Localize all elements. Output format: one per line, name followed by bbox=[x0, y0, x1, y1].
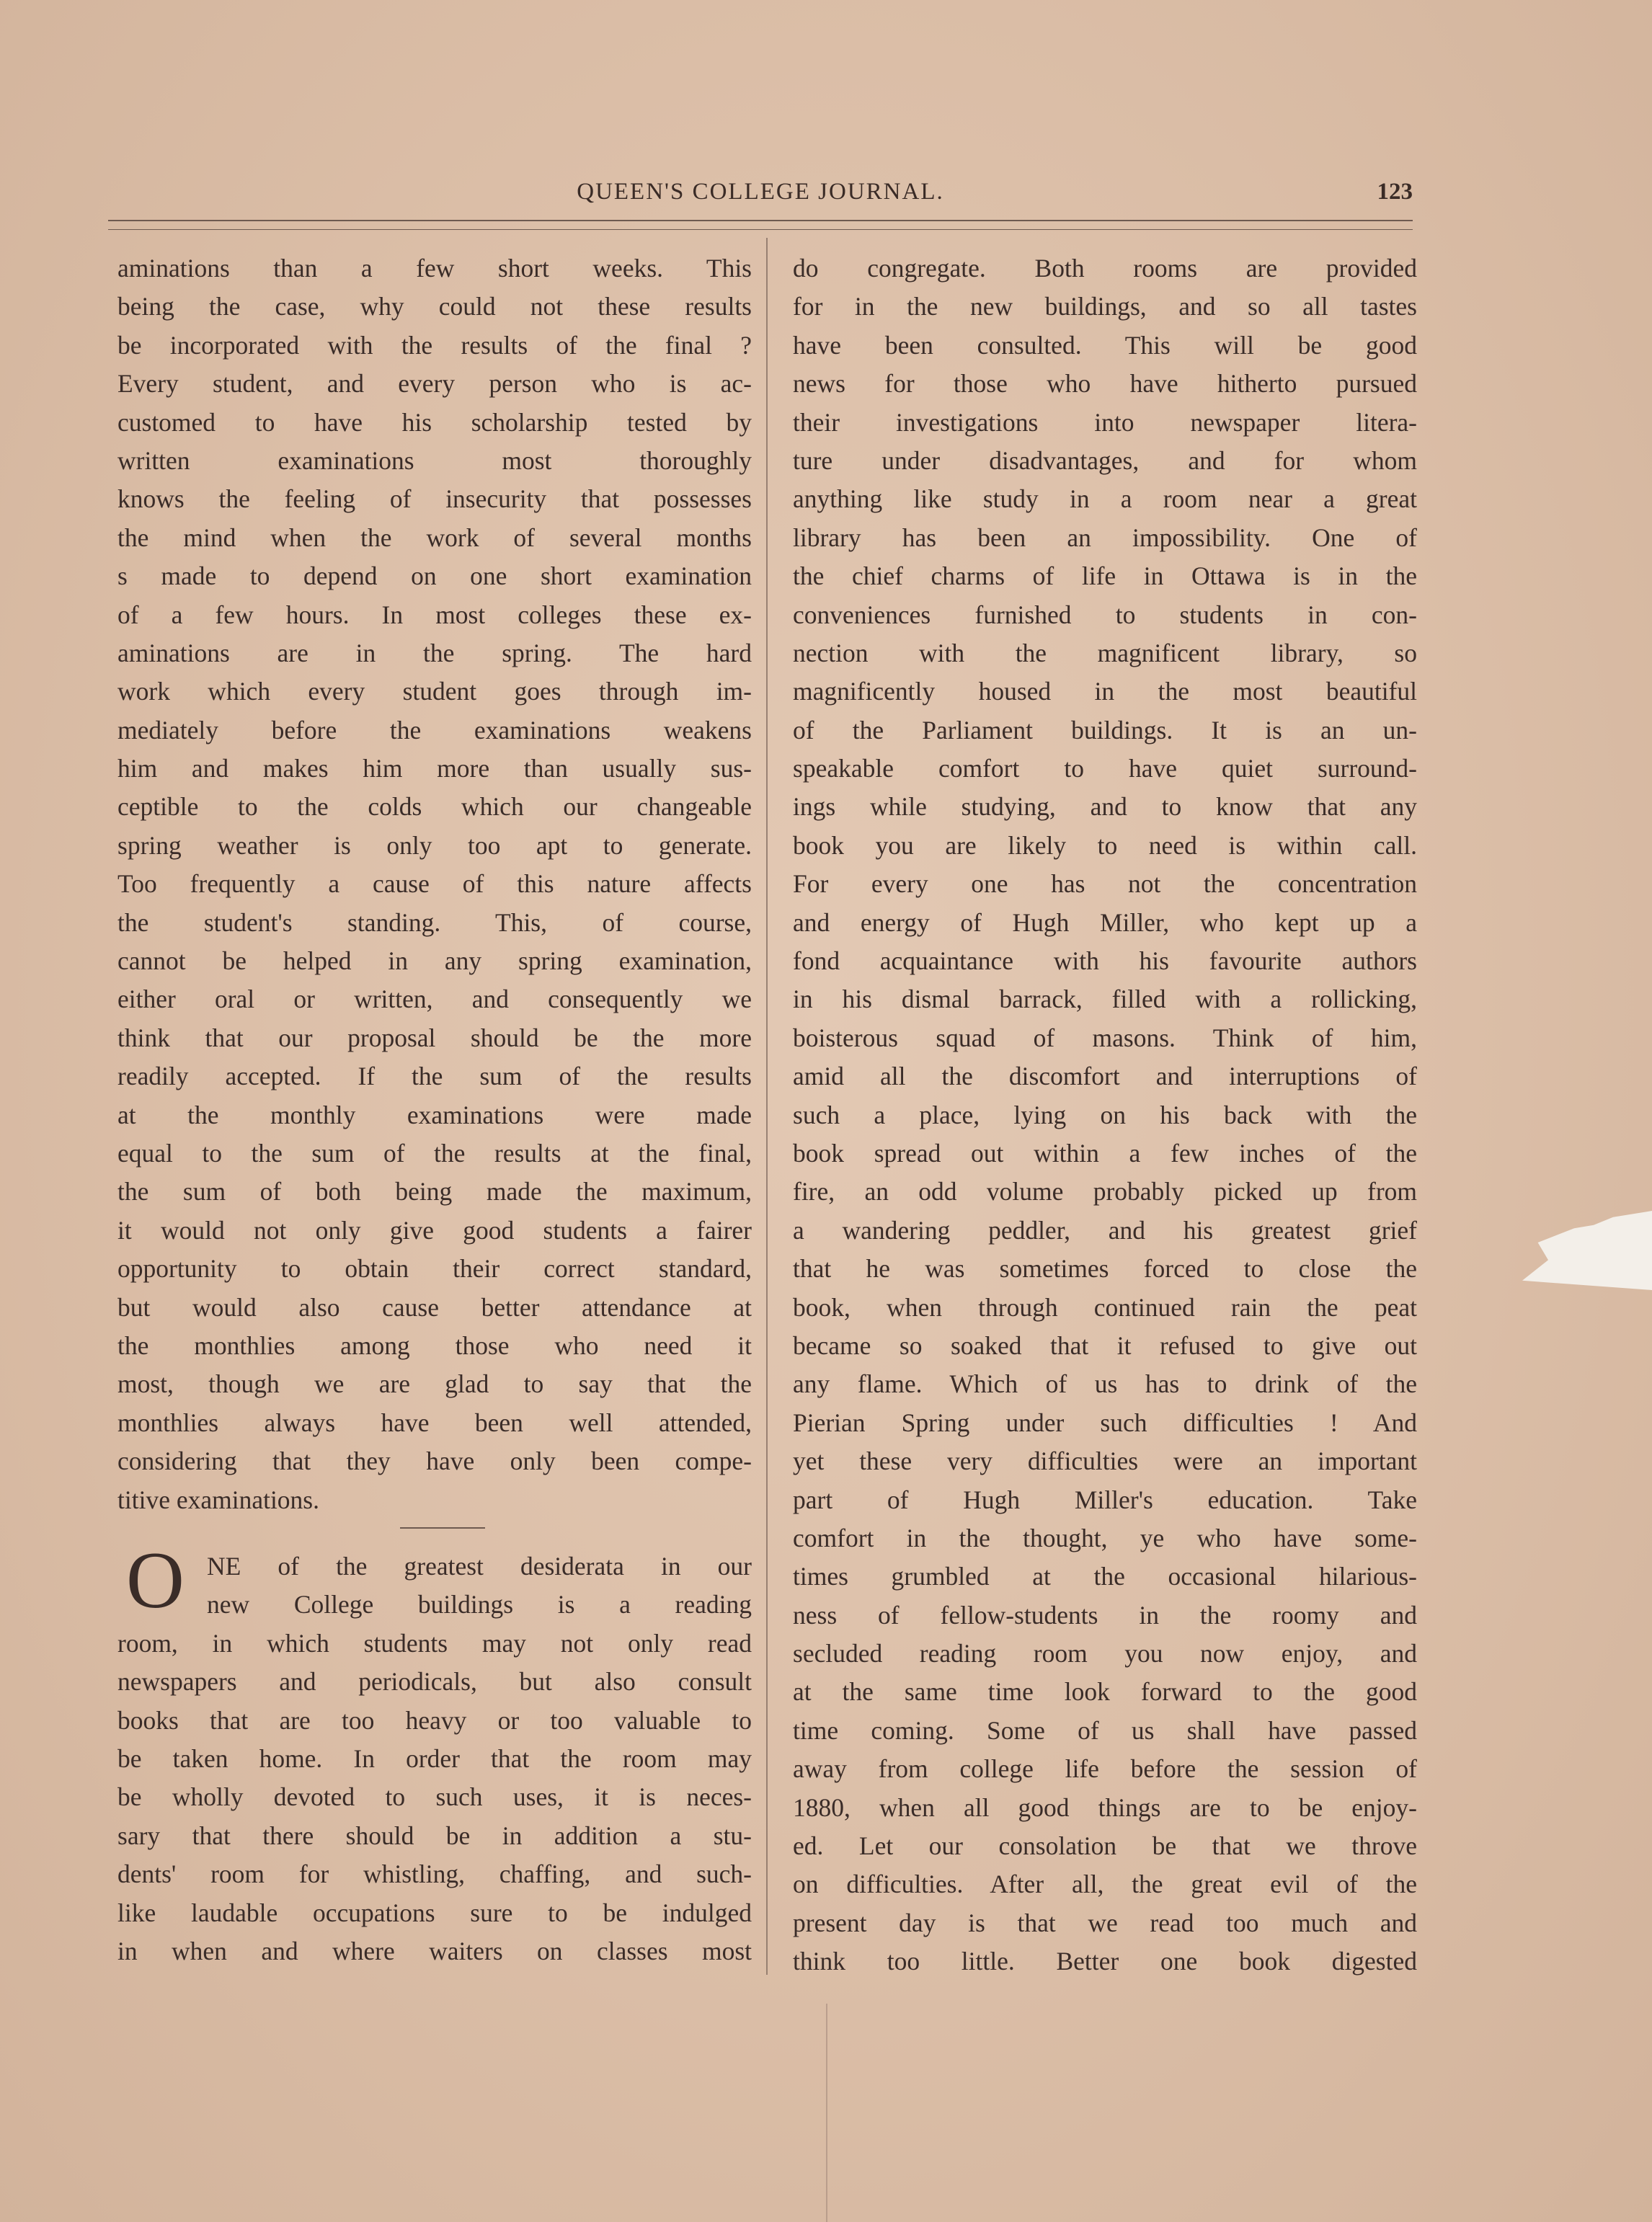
text-line: boisterous squad of masons. Think of him, bbox=[793, 1023, 1417, 1052]
text-line: written examinations most thoroughly bbox=[117, 445, 752, 475]
text-line: book you are likely to need is within call. bbox=[793, 830, 1417, 860]
text-line: 1880, when all good things are to be enjoy- bbox=[793, 1792, 1417, 1822]
text-line: comfort in the thought, ye who have some- bbox=[793, 1523, 1417, 1552]
text-line: work which every student goes through im- bbox=[117, 677, 752, 706]
text-line: ture under disadvantages, and for whom bbox=[793, 445, 1417, 475]
text-line: ed. Let our consolation be that we throve bbox=[793, 1831, 1417, 1861]
section-divider bbox=[400, 1527, 485, 1529]
text-line: think that our proposal should be the more bbox=[117, 1023, 752, 1052]
text-line: equal to the sum of the results at the final, bbox=[117, 1138, 752, 1168]
text-line: Pierian Spring under such difficulties ! And bbox=[793, 1408, 1417, 1437]
text-line: dents' room for whistling, chaffing, and such- bbox=[117, 1859, 752, 1889]
text-line: that he was sometimes forced to close the bbox=[793, 1254, 1417, 1284]
text-line: news for those who have hitherto pursued bbox=[793, 369, 1417, 399]
text-line: readily accepted. If the sum of the results bbox=[117, 1062, 752, 1091]
text-line: away from college life before the session of bbox=[793, 1754, 1417, 1784]
text-line: either oral or written, and consequently we bbox=[117, 985, 752, 1014]
text-line: magnificently housed in the most beautiful bbox=[793, 677, 1417, 706]
text-line: considering that they have only been compe- bbox=[117, 1446, 752, 1476]
running-title: QUEEN'S COLLEGE JOURNAL. bbox=[577, 179, 944, 205]
text-line: any flame. Which of us has to drink of the bbox=[793, 1369, 1417, 1399]
text-line: opportunity to obtain their correct standard, bbox=[117, 1254, 752, 1284]
text-line: titive examinations. bbox=[117, 1485, 319, 1514]
text-line: of the Parliament buildings. It is an un- bbox=[793, 715, 1417, 745]
drop-cap: O bbox=[126, 1536, 185, 1625]
text-line: speakable comfort to have quiet surround- bbox=[793, 754, 1417, 783]
text-line: yet these very difficulties were an important bbox=[793, 1446, 1417, 1476]
text-line: monthlies always have been well attended, bbox=[117, 1408, 752, 1437]
text-line: at the same time look forward to the good bbox=[793, 1677, 1417, 1707]
text-line: Too frequently a cause of this nature affects bbox=[117, 869, 752, 899]
text-line: be wholly devoted to such uses, it is neces- bbox=[117, 1782, 752, 1812]
text-line: newspapers and periodicals, but also consult bbox=[117, 1667, 752, 1697]
text-line: like laudable occupations sure to be indulged bbox=[117, 1898, 752, 1927]
text-line: conveniences furnished to students in con- bbox=[793, 600, 1417, 629]
text-line: it would not only give good students a fairer bbox=[117, 1215, 752, 1245]
text-line: being the case, why could not these results bbox=[117, 292, 752, 321]
text-line: such a place, lying on his back with the bbox=[793, 1100, 1417, 1129]
text-line: sary that there should be in addition a stu- bbox=[117, 1821, 752, 1850]
text-line: the chief charms of life in Ottawa is in the bbox=[793, 561, 1417, 591]
text-line: of a few hours. In most colleges these ex- bbox=[117, 600, 752, 629]
text-line: book, when through continued rain the peat bbox=[793, 1292, 1417, 1322]
text-line: ceptible to the colds which our changeable bbox=[117, 792, 752, 822]
text-line: room, in which students may not only read bbox=[117, 1628, 752, 1658]
text-line: ings while studying, and to know that any bbox=[793, 792, 1417, 822]
text-line: do congregate. Both rooms are provided bbox=[793, 254, 1417, 283]
paper-fold bbox=[826, 2004, 827, 2222]
column-divider bbox=[766, 238, 768, 1975]
text-line: aminations are in the spring. The hard bbox=[117, 638, 752, 667]
text-line: at the monthly examinations were made bbox=[117, 1100, 752, 1129]
text-line: mediately before the examinations weakens bbox=[117, 715, 752, 745]
text-line: anything like study in a room near a great bbox=[793, 484, 1417, 514]
text-line: times grumbled at the occasional hilarious- bbox=[793, 1562, 1417, 1591]
page-header bbox=[108, 179, 1413, 222]
text-line: the sum of both being made the maximum, bbox=[117, 1177, 752, 1206]
text-line: s made to depend on one short examination bbox=[117, 561, 752, 591]
text-line: books that are too heavy or too valuable to bbox=[117, 1705, 752, 1735]
text-line: in his dismal barrack, filled with a rollicking, bbox=[793, 985, 1417, 1014]
text-line: be incorporated with the results of the final ? bbox=[117, 330, 752, 360]
text-line: think too little. Better one book digested bbox=[793, 1947, 1417, 1976]
text-line: book spread out within a few inches of the bbox=[793, 1138, 1417, 1168]
text-line: for in the new buildings, and so all tastes bbox=[793, 292, 1417, 321]
text-line: knows the feeling of insecurity that possesses bbox=[117, 484, 752, 514]
text-line: but would also cause better attendance at bbox=[117, 1292, 752, 1322]
header-rule bbox=[108, 220, 1413, 221]
text-line: have been consulted. This will be good bbox=[793, 330, 1417, 360]
text-line: Every student, and every person who is ac- bbox=[117, 369, 752, 399]
page-number: 123 bbox=[1377, 179, 1413, 205]
text-line: amid all the discomfort and interruptions of bbox=[793, 1062, 1417, 1091]
right-column bbox=[793, 249, 1417, 1981]
text-line: became so soaked that it refused to give out bbox=[793, 1330, 1417, 1360]
text-line: For every one has not the concentration bbox=[793, 869, 1417, 899]
text-line: fond acquaintance with his favourite authors bbox=[793, 946, 1417, 976]
text-line: the student's standing. This, of course, bbox=[117, 907, 752, 937]
header-rule-thin bbox=[108, 229, 1413, 230]
text-line: him and makes him more than usually sus- bbox=[117, 754, 752, 783]
text-line: a wandering peddler, and his greatest grief bbox=[793, 1215, 1417, 1245]
left-column bbox=[117, 249, 752, 1519]
text-line: aminations than a few short weeks. This bbox=[117, 254, 752, 283]
text-line: spring weather is only too apt to generate. bbox=[117, 830, 752, 860]
text-line: their investigations into newspaper litera- bbox=[793, 407, 1417, 437]
text-line: on difficulties. After all, the great evil of the bbox=[793, 1870, 1417, 1899]
text-line: in when and where waiters on classes most bbox=[117, 1936, 752, 1965]
article-second-line: new College buildings is a reading bbox=[207, 1590, 752, 1619]
text-line: be taken home. In order that the room may bbox=[117, 1743, 752, 1773]
text-line: the monthlies among those who need it bbox=[117, 1330, 752, 1360]
text-line: the mind when the work of several months bbox=[117, 523, 752, 552]
text-line: present day is that we read too much and bbox=[793, 1908, 1417, 1937]
text-line: most, though we are glad to say that the bbox=[117, 1369, 752, 1399]
text-line: and energy of Hugh Miller, who kept up a bbox=[793, 907, 1417, 937]
second-article bbox=[117, 1536, 752, 1970]
text-line: cannot be helped in any spring examination, bbox=[117, 946, 752, 976]
text-line: library has been an impossibility. One of bbox=[793, 523, 1417, 552]
text-line: part of Hugh Miller's education. Take bbox=[793, 1485, 1417, 1514]
text-line: secluded reading room you now enjoy, and bbox=[793, 1639, 1417, 1668]
text-line: nection with the magnificent library, so bbox=[793, 638, 1417, 667]
text-line: fire, an odd volume probably picked up from bbox=[793, 1177, 1417, 1206]
text-line: ness of fellow-students in the roomy and bbox=[793, 1600, 1417, 1630]
text-line: time coming. Some of us shall have passed bbox=[793, 1715, 1417, 1745]
article-first-line: NE of the greatest desiderata in our bbox=[207, 1552, 752, 1581]
text-line: customed to have his scholarship tested by bbox=[117, 407, 752, 437]
